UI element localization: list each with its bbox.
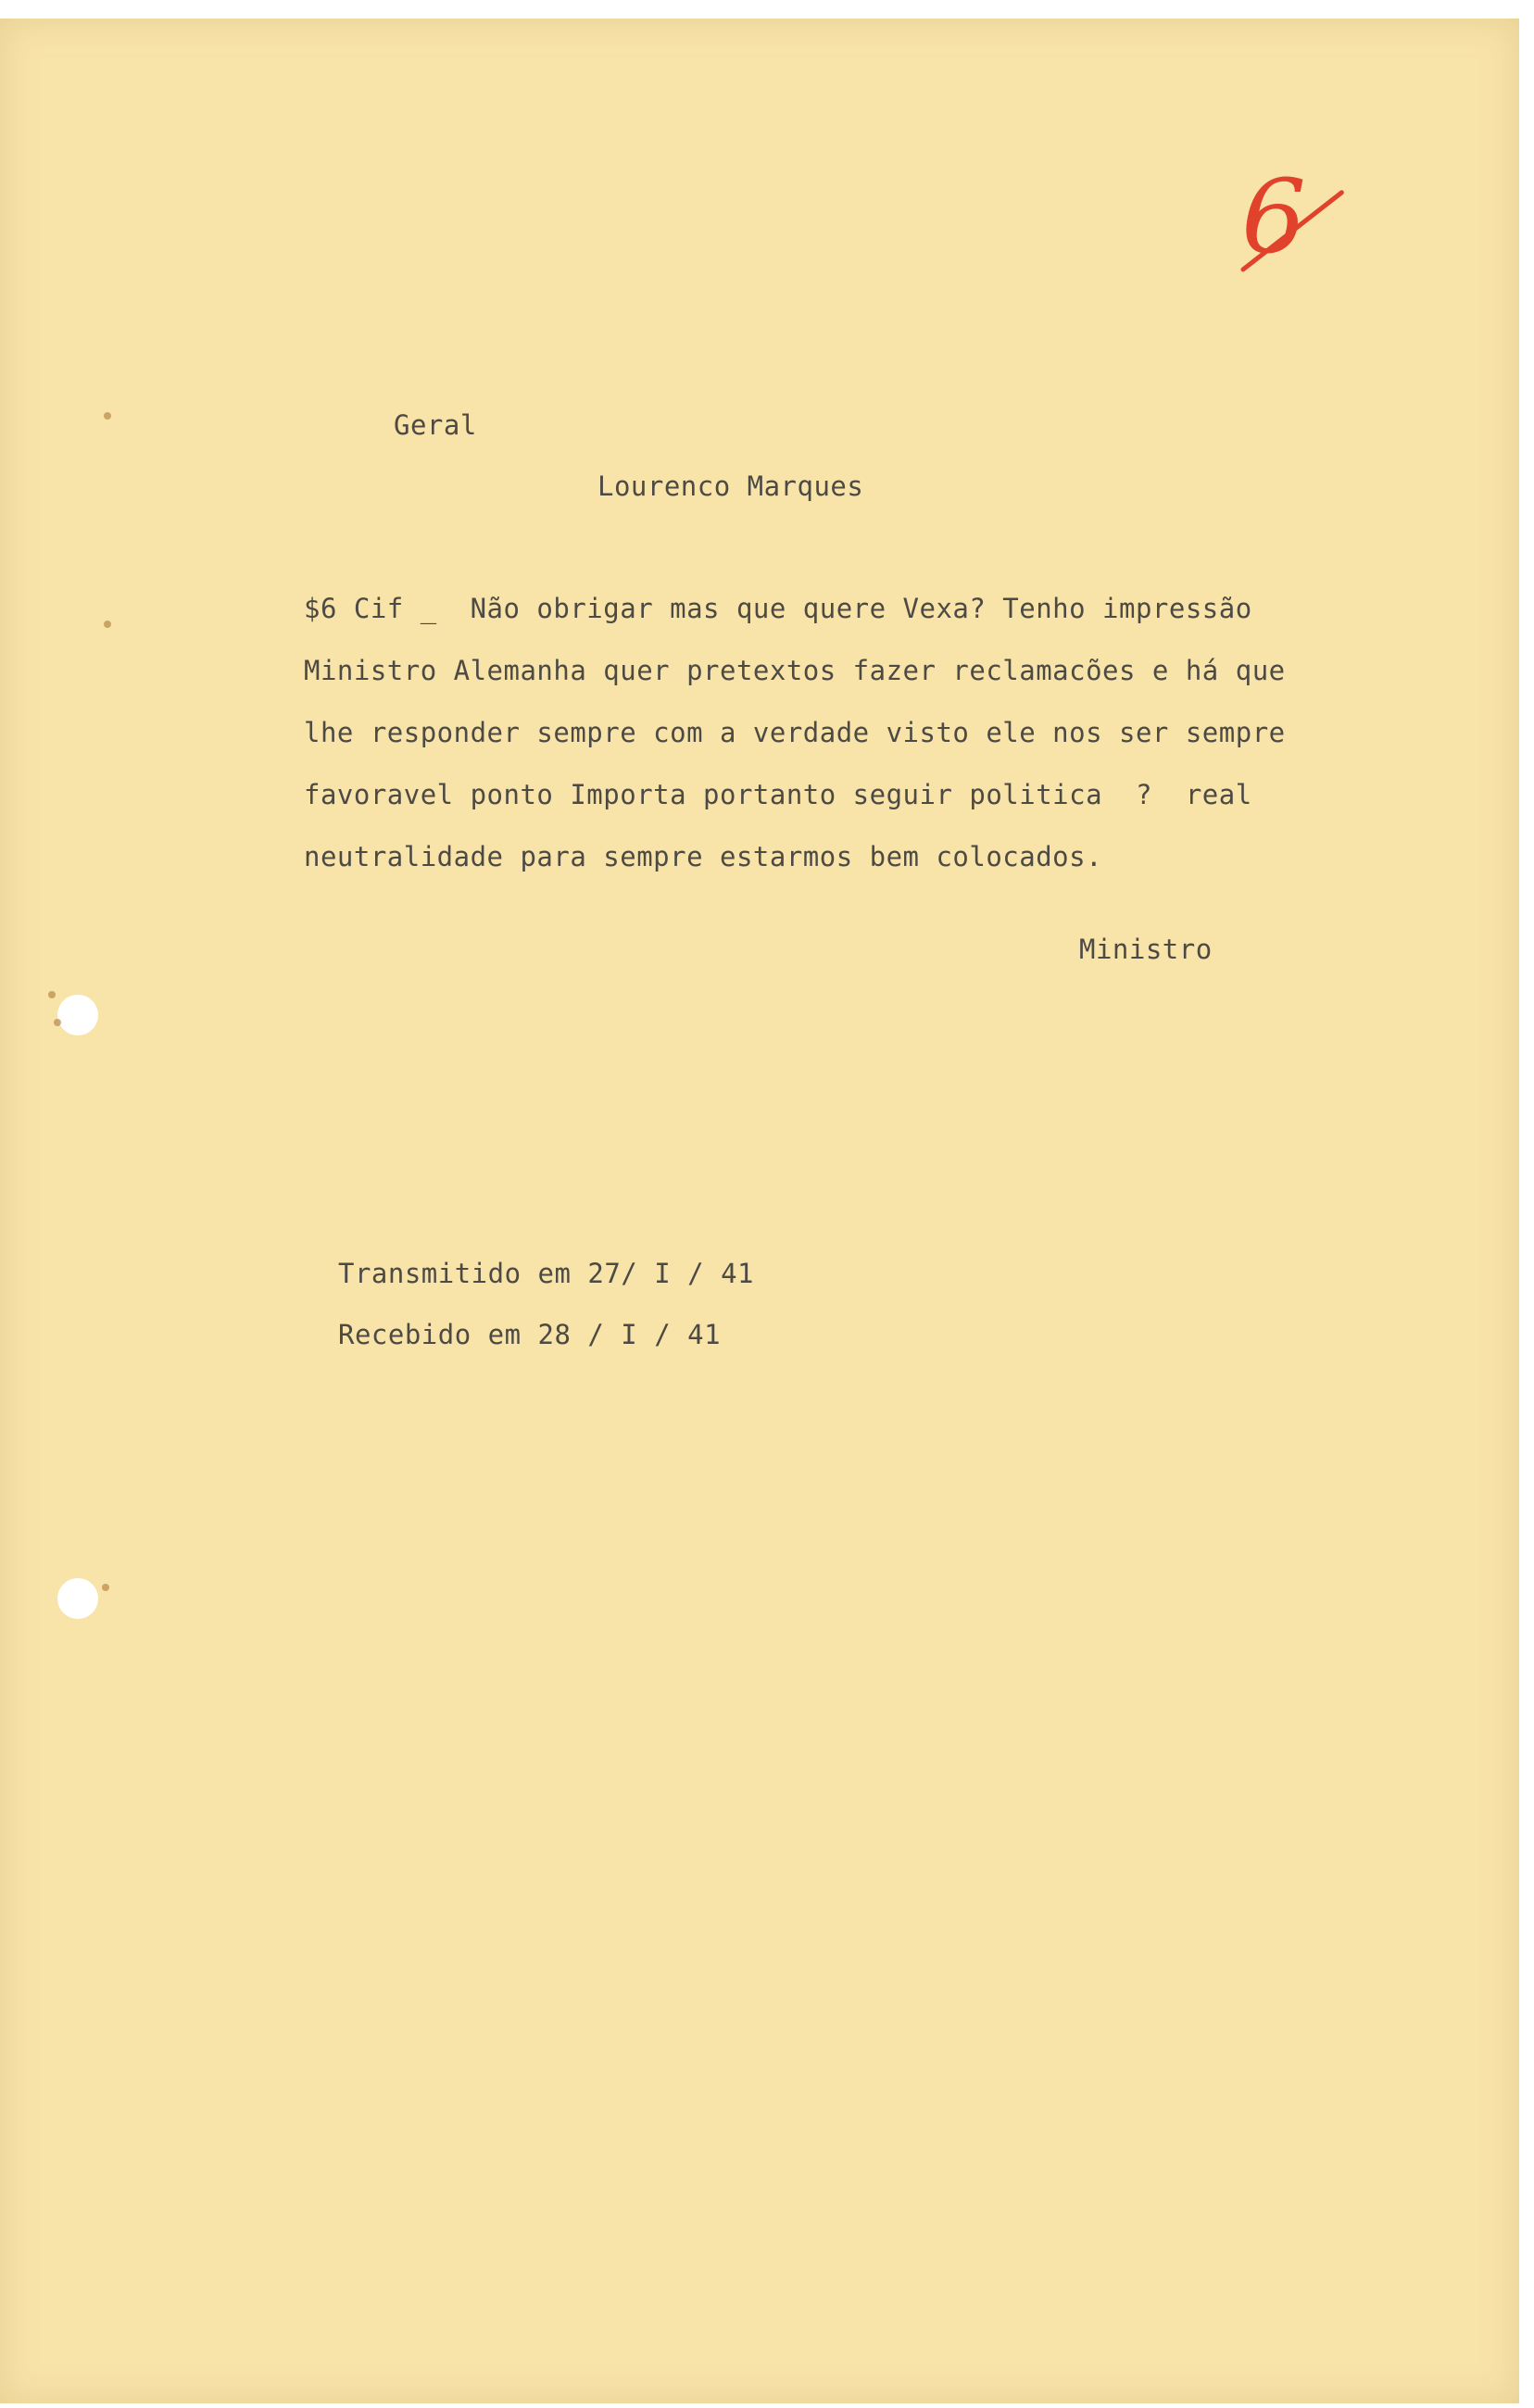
body-line: $6 Cif _ Não obrigar mas que quere Vexa? Tenho impressão	[304, 593, 1252, 624]
rust-spot	[48, 991, 56, 998]
body-line: neutralidade para sempre estarmos bem colocados.	[304, 841, 1103, 872]
destination: Lourenco Marques	[597, 470, 864, 502]
transmitted-date: Transmitido em 27/ I / 41	[338, 1258, 754, 1289]
received-date: Recebido em 28 / I / 41	[338, 1319, 722, 1350]
body-line: favoravel ponto Importa portanto seguir politica ? real	[304, 779, 1252, 810]
rust-spot	[102, 1584, 109, 1591]
rust-spot	[54, 1019, 61, 1026]
addressee: Geral	[394, 409, 477, 441]
rust-spot	[104, 621, 111, 628]
body-line: Ministro Alemanha quer pretextos fazer reclamacões e há que	[304, 655, 1286, 686]
signature: Ministro	[1079, 934, 1213, 965]
body-line: lhe responder sempre com a verdade visto ele nos ser sempre	[304, 717, 1286, 748]
punch-hole	[57, 995, 98, 1035]
handwritten-page-number: 6	[1241, 157, 1306, 276]
rust-spot	[104, 412, 111, 420]
document-page	[0, 19, 1519, 2403]
punch-hole	[57, 1578, 98, 1619]
